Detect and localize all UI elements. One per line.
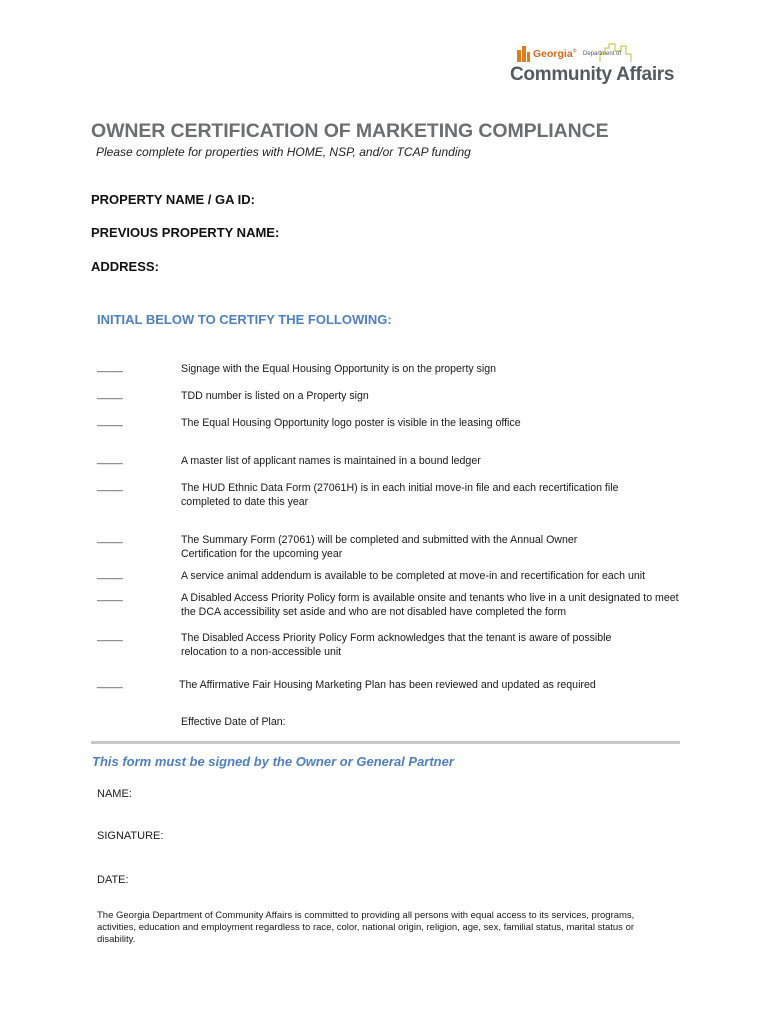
- certification-item: The Affirmative Fair Housing Marketing Plan has been reviewed and updated as required: [179, 679, 596, 691]
- initial-blank[interactable]: _____: [97, 591, 123, 602]
- certify-heading: INITIAL BELOW TO CERTIFY THE FOLLOWING:: [97, 312, 392, 327]
- property-name-label: PROPERTY NAME / GA ID:: [91, 192, 255, 207]
- initial-blank[interactable]: _____: [97, 481, 123, 492]
- certification-item: The Equal Housing Opportunity logo poster is visible in the leasing office: [181, 417, 521, 429]
- name-label: NAME:: [97, 788, 132, 800]
- certification-item: The Summary Form (27061) will be completed and submitted with the Annual Owner Certification for the upcoming year: [181, 534, 578, 560]
- initial-blank[interactable]: _____: [97, 533, 123, 544]
- address-label: ADDRESS:: [91, 259, 159, 274]
- effective-date-label: Effective Date of Plan:: [181, 716, 286, 728]
- initial-blank[interactable]: _____: [97, 631, 123, 642]
- certification-item: A master list of applicant names is maintained in a bound ledger: [181, 455, 481, 467]
- certification-item: The Disabled Access Priority Policy Form acknowledges that the tenant is aware of possible relocation to a non-accessible unit: [181, 632, 612, 658]
- initial-blank[interactable]: _____: [97, 678, 123, 689]
- logo-agency-name: Community Affairs: [510, 64, 675, 85]
- initial-blank[interactable]: _____: [97, 569, 123, 580]
- certification-item: Signage with the Equal Housing Opportunity is on the property sign: [181, 363, 497, 375]
- date-label: DATE:: [97, 874, 129, 886]
- nondiscrimination-footer: The Georgia Department of Community Affairs is committed to providing all persons with equal access to its services, programs, activities, education and employment regardless to race, color, national origin, religion, age, sex, familial status, marital status or disability.: [97, 910, 635, 945]
- certification-item: A Disabled Access Priority Policy form is available onsite and tenants who live in a unit designated to meet the DCA accessibility set aside and who are not disabled have completed the form: [181, 592, 679, 618]
- signature-requirement-note: This form must be signed by the Owner or General Partner: [92, 754, 454, 769]
- initial-blank[interactable]: _____: [97, 389, 123, 400]
- document-subtitle: Please complete for properties with HOME, NSP, and/or TCAP funding: [96, 145, 471, 159]
- logo-dept-text: Department of: [583, 51, 622, 57]
- dca-logo: [505, 42, 675, 90]
- certification-item: The HUD Ethnic Data Form (27061H) is in each initial move-in file and each recertification file completed to date this year: [181, 482, 619, 508]
- signature-label: SIGNATURE:: [97, 830, 164, 842]
- certification-item: A service animal addendum is available to be completed at move-in and recertification for each unit: [181, 570, 646, 582]
- initial-blank[interactable]: _____: [97, 362, 123, 373]
- section-divider: [91, 741, 680, 744]
- logo-state-text: Georgia®: [533, 48, 577, 60]
- previous-property-name-label: PREVIOUS PROPERTY NAME:: [91, 225, 280, 240]
- initial-blank[interactable]: _____: [97, 416, 123, 427]
- initial-blank[interactable]: _____: [97, 454, 123, 465]
- certification-item: TDD number is listed on a Property sign: [181, 390, 369, 402]
- document-title: OWNER CERTIFICATION OF MARKETING COMPLIANCE: [91, 120, 609, 142]
